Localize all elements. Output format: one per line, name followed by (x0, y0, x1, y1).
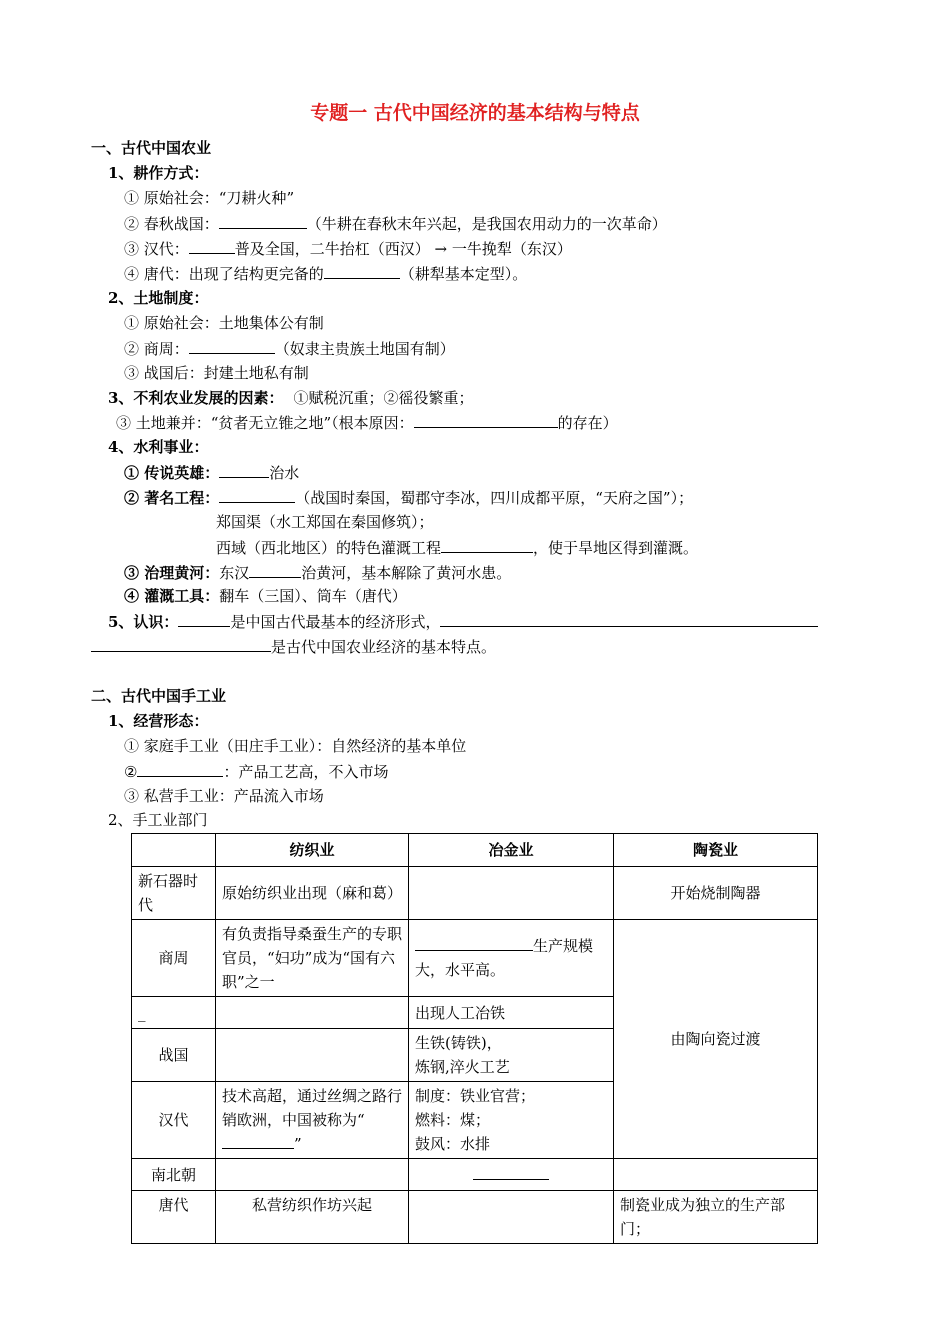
handicraft-table (131, 833, 818, 1244)
era-cell: _ (132, 997, 216, 1029)
list-item: ④ 唐代：出现了结构更完备的 （耕犁基本定型）。 (124, 265, 528, 283)
list-item: ① 传说英雄： 治水 (124, 464, 300, 482)
table-cell (614, 1159, 818, 1191)
subheading-land-system: 2、土地制度： (108, 289, 209, 307)
fill-blank[interactable] (189, 338, 275, 354)
table-cell: 由陶向瓷过渡 (614, 920, 818, 1159)
table-cell (216, 997, 409, 1029)
header-cell-empty (132, 834, 216, 867)
fill-blank[interactable] (178, 611, 230, 627)
table-row (132, 1191, 818, 1244)
era-cell: 商周 (132, 920, 216, 997)
subheading-business-forms: 1、经营形态： (108, 712, 209, 730)
table-cell: 开始烧制陶器 (614, 867, 818, 920)
table-cell: 制度：铁业官营； 燃料：煤； 鼓风：水排 (409, 1082, 614, 1159)
table-cell (409, 1159, 614, 1191)
list-item: ③ 土地兼并：“贫者无立锥之地”（根本原因： 的存在） (116, 414, 618, 432)
table-cell (216, 1029, 409, 1082)
list-item: ③ 汉代： 普及全国，二牛抬杠（西汉） → 一牛挽犁（东汉） (124, 240, 572, 258)
table-cell (409, 867, 614, 920)
list-item: ② ：产品工艺高，不入市场 (124, 763, 389, 781)
list-item: ③ 私营手工业：产品流入市场 (124, 787, 324, 805)
list-item: ② 著名工程： （战国时秦国，蜀郡守李冰，四川成都平原，“天府之国”）； (124, 489, 694, 507)
header-cell: 冶金业 (409, 834, 614, 867)
fill-blank[interactable] (219, 213, 307, 229)
list-item: 是古代中国农业经济的基本特点。 (91, 636, 496, 657)
era-cell: 南北朝 (132, 1159, 216, 1191)
list-item: ③ 治理黄河：东汉 治黄河，基本解除了黄河水患。 (124, 564, 512, 582)
list-item: ① 原始社会：“刀耕火种” (124, 189, 295, 207)
table-cell: 生铁(铸铁)， 炼钢,淬火工艺 (409, 1029, 614, 1082)
era-cell: 战国 (132, 1029, 216, 1082)
era-cell: 新石器时代 (132, 867, 216, 920)
table-cell: 私营纺织作坊兴起 (216, 1191, 409, 1244)
table-cell (409, 1191, 614, 1244)
header-cell: 陶瓷业 (614, 834, 818, 867)
fill-blank[interactable] (414, 412, 558, 428)
fill-blank[interactable] (415, 935, 533, 951)
table-cell: 制瓷业成为独立的生产部门； (614, 1191, 818, 1244)
table-cell (216, 1159, 409, 1191)
list-item: ① 家庭手工业（田庄手工业）：自然经济的基本单位 (124, 737, 467, 755)
table-header-row (132, 834, 818, 867)
subheading-farming-methods: 1、耕作方式： (108, 164, 209, 182)
table-cell: 出现人工冶铁 (409, 997, 614, 1029)
table-row (132, 920, 818, 997)
header-cell: 纺织业 (216, 834, 409, 867)
list-item: ② 商周： （奴隶主贵族土地国有制） (124, 340, 455, 358)
list-item: ② 春秋战国： （牛耕在春秋末年兴起，是我国农用动力的一次革命） (124, 215, 667, 233)
list-item: 郑国渠（水工郑国在秦国修筑）； (216, 513, 434, 531)
section-heading-agriculture: 一、古代中国农业 (91, 139, 212, 157)
fill-blank[interactable] (189, 238, 235, 254)
page-title: 专题一 古代中国经济的基本结构与特点 (310, 102, 640, 124)
fill-blank[interactable] (222, 1133, 294, 1149)
table-cell: 有负责指导桑蚕生产的专职官员，“妇功”成为“国有六职”之一 (216, 920, 409, 997)
fill-blank[interactable] (137, 761, 223, 777)
fill-blank[interactable] (324, 263, 400, 279)
table-cell: 原始纺织业出现（麻和葛） (216, 867, 409, 920)
era-cell: 唐代 (132, 1191, 216, 1244)
list-item: ③ 战国后：封建土地私有制 (124, 364, 309, 382)
fill-blank[interactable] (219, 462, 269, 478)
fill-blank[interactable] (440, 611, 818, 627)
era-cell: 汉代 (132, 1082, 216, 1159)
table-cell: 技术高超，通过丝绸之路行销欧洲，中国被称为“” (216, 1082, 409, 1159)
subheading-water-conservancy: 4、水利事业： (108, 438, 209, 456)
fill-blank[interactable] (473, 1164, 549, 1180)
section-heading-handicraft: 二、古代中国手工业 (91, 687, 227, 705)
table-cell: 生产规模大，水平高。 (409, 920, 614, 997)
table-row (132, 867, 818, 920)
list-item: ① 原始社会：土地集体公有制 (124, 314, 324, 332)
fill-blank[interactable] (219, 487, 295, 503)
table-row (132, 1159, 818, 1191)
subheading-understanding: 5、认识： 是中国古代最基本的经济形式， (108, 611, 818, 632)
subheading-departments: 2、手工业部门 (108, 811, 208, 829)
fill-blank[interactable] (441, 537, 533, 553)
fill-blank[interactable] (249, 562, 301, 578)
subheading-factors: 3、不利农业发展的因素： ①赋税沉重；②徭役繁重； (108, 389, 474, 407)
fill-blank[interactable] (91, 636, 271, 652)
list-item: 西域（西北地区）的特色灌溉工程 ，使于旱地区得到灌溉。 (216, 539, 699, 557)
list-item: ④ 灌溉工具：翻车（三国）、筒车（唐代） (124, 587, 407, 605)
